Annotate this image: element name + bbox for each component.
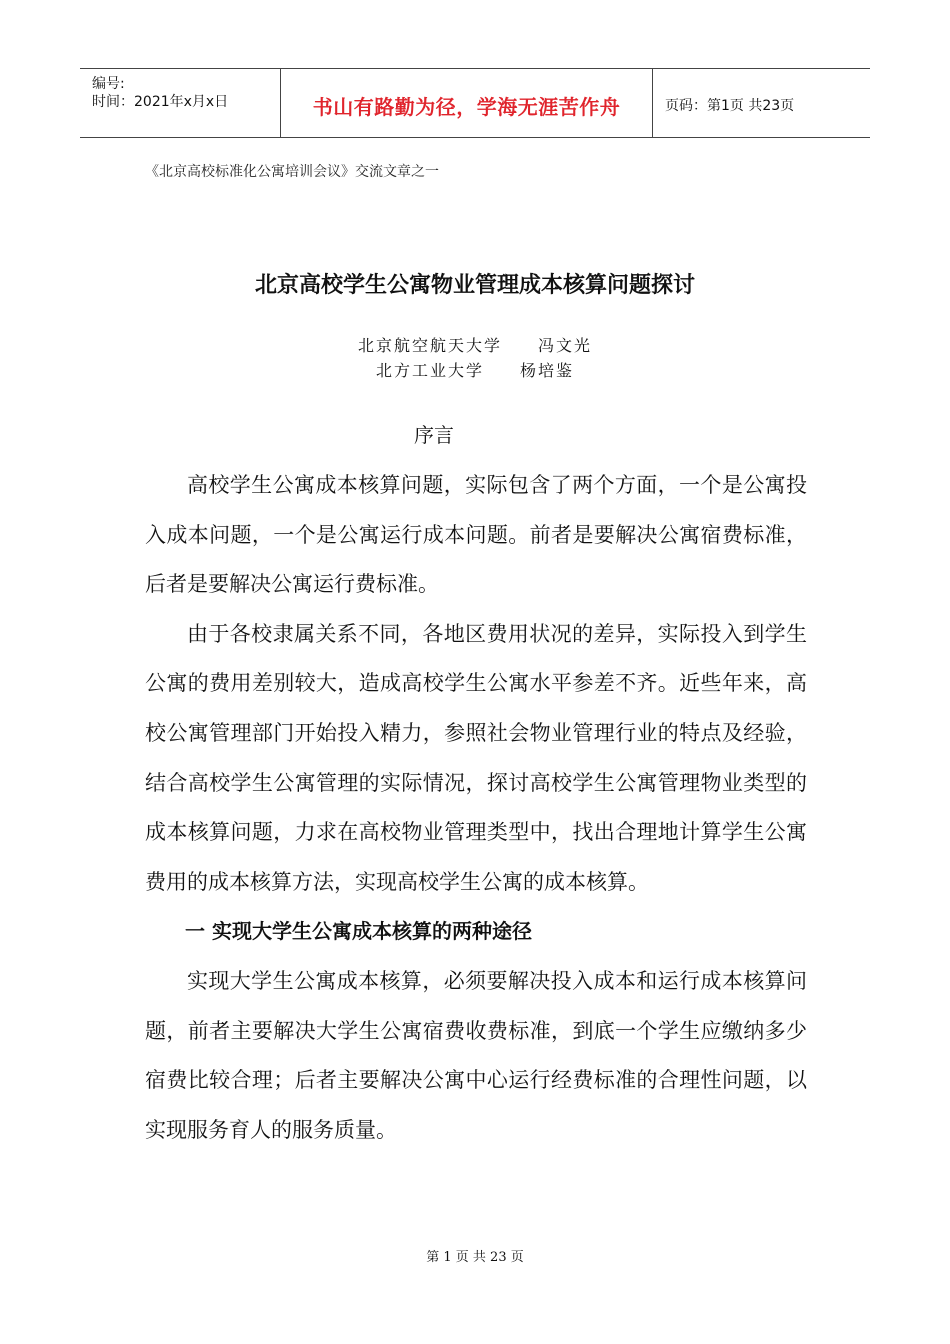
header-meta-cell <box>80 69 281 137</box>
page-info: 页码：第1页 共23页 <box>665 98 795 114</box>
motto: 书山有路勤为径，学海无涯苦作舟 <box>312 95 621 119</box>
author-affiliation: 北方工业大学 <box>375 361 484 380</box>
author-line <box>0 358 950 381</box>
source-note: 《北京高校标准化公寓培训会议》交流文章之一 <box>145 164 439 180</box>
time-label: 时间：2021年x月x日 <box>92 94 229 110</box>
preface-heading: 序言 <box>414 423 454 447</box>
header-page-cell <box>653 69 870 137</box>
author-affiliation: 北京航空航天大学 <box>357 336 502 355</box>
author-name: 冯文光 <box>538 336 593 355</box>
document-title: 北京高校学生公寓物业管理成本核算问题探讨 <box>254 273 695 298</box>
author-name: 杨培鉴 <box>520 361 575 380</box>
article-body <box>145 461 807 1155</box>
number-label: 编号: <box>92 76 125 92</box>
header-motto-cell <box>281 69 653 137</box>
section-heading: 一 实现大学生公寓成本核算的两种途径 <box>185 919 532 944</box>
document-header <box>80 68 870 138</box>
body-paragraph: 实现大学生公寓成本核算，必须要解决投入成本和运行成本核算问题，前者主要解决大学生公寓宿费收费标准，到底一个学生应缴纳多少宿费比较合理；后者主要解决公寓中心运行经费标准的合理性问题，以实现服务育人的服务质量。 <box>145 968 807 1142</box>
body-paragraph: 由于各校隶属关系不同，各地区费用状况的差异，实际投入到学生公寓的费用差别较大，造成高校学生公寓水平参差不齐。近些年来，高校公寓管理部门开始投入精力，参照社会物业管理行业的特点及经验，结合高校学生公寓管理的实际情况，探讨高校学生公寓管理物业类型的成本核算问题，力求在高校物业管理类型中，找出合理地计算学生公寓费用的成本核算方法，实现高校学生公寓的成本核算。 <box>145 621 807 894</box>
body-paragraph: 高校学生公寓成本核算问题，实际包含了两个方面，一个是公寓投入成本问题，一个是公寓运行成本问题。前者是要解决公寓宿费标准，后者是要解决公寓运行费标准。 <box>145 473 807 597</box>
author-line <box>0 333 950 356</box>
page-footer: 第 1 页 共 23 页 <box>426 1250 524 1265</box>
